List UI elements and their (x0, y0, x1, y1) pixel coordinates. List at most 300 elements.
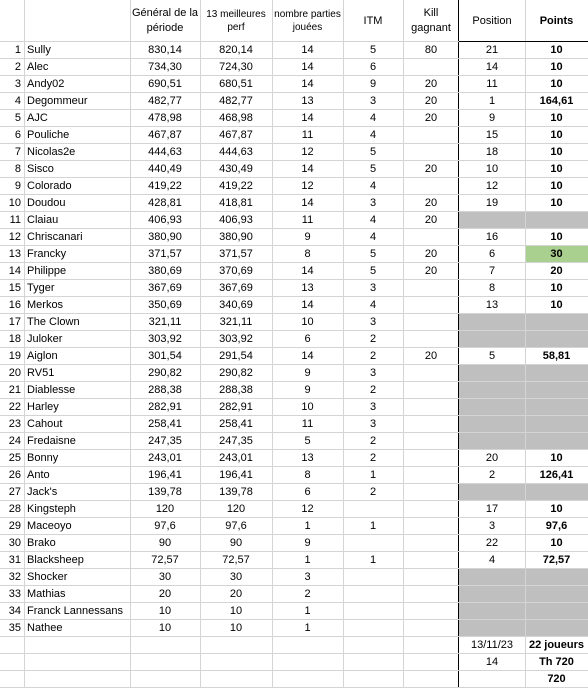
itm-count: 1 (369, 469, 377, 481)
best13-score: 467,87 (219, 129, 253, 141)
general-score: 72,57 (151, 554, 179, 566)
games-played: 6 (304, 333, 311, 345)
games-played: 1 (304, 622, 311, 634)
best13-score: 371,57 (219, 248, 253, 260)
general-score: 380,90 (148, 231, 182, 243)
best13-score: 406,93 (219, 214, 253, 226)
games-played: 1 (304, 554, 311, 566)
points-value: 10 (550, 231, 563, 243)
games-played: 13 (301, 95, 314, 107)
header-itm: ITM (363, 14, 383, 27)
rank-number: 27 (8, 486, 21, 498)
player-name: Colorado (27, 180, 72, 192)
points-value (525, 586, 588, 603)
itm-count: 3 (369, 197, 377, 209)
finish-position: 3 (488, 520, 496, 532)
itm-count: 4 (369, 214, 377, 226)
best13-score: 258,41 (219, 418, 253, 430)
player-name: Jack's (27, 486, 58, 498)
best13-score: 290,82 (219, 367, 253, 379)
games-played: 12 (301, 146, 314, 158)
best13-score: 418,81 (219, 197, 253, 209)
rank-number: 26 (8, 469, 21, 481)
best13-score: 10 (229, 622, 243, 634)
player-name: Degommeur (27, 95, 88, 107)
finish-position (459, 399, 525, 416)
rank-number: 24 (8, 435, 21, 447)
kill-bonus (403, 127, 459, 144)
finish-position: 1 (488, 95, 496, 107)
rank-number: 31 (8, 554, 21, 566)
best13-score: 724,30 (219, 61, 253, 73)
games-played: 13 (301, 452, 314, 464)
points-value (525, 212, 588, 229)
itm-count: 3 (369, 401, 377, 413)
itm-count (343, 535, 403, 552)
itm-count: 2 (369, 333, 377, 345)
itm-count: 4 (369, 112, 377, 124)
points-value: 10 (550, 146, 563, 158)
general-score: 258,41 (148, 418, 182, 430)
itm-count: 9 (369, 78, 377, 90)
general-score: 10 (158, 605, 172, 617)
best13-score: 72,57 (222, 554, 250, 566)
player-name: Chriscanari (27, 231, 83, 243)
player-name: Doudou (27, 197, 66, 209)
general-score: 30 (158, 571, 172, 583)
best13-score: 820,14 (219, 44, 253, 56)
finish-position: 10 (485, 163, 499, 175)
itm-count (343, 620, 403, 637)
general-score: 367,69 (148, 282, 182, 294)
kill-bonus: 20 (424, 78, 438, 90)
finish-position: 15 (485, 129, 499, 141)
finish-position (459, 382, 525, 399)
kill-bonus: 80 (424, 44, 438, 56)
player-name: Pouliche (27, 129, 70, 141)
games-played: 14 (301, 112, 314, 124)
games-played: 9 (304, 384, 311, 396)
kill-bonus (403, 620, 459, 637)
best13-score: 367,69 (219, 282, 253, 294)
games-played: 14 (301, 44, 314, 56)
games-played: 12 (301, 503, 314, 515)
points-value (525, 365, 588, 382)
kill-bonus (403, 331, 459, 348)
general-score: 196,41 (148, 469, 182, 481)
rank-number: 19 (8, 350, 21, 362)
kill-bonus (403, 569, 459, 586)
kill-bonus (403, 297, 459, 314)
games-played: 11 (301, 418, 314, 430)
itm-count: 3 (369, 282, 377, 294)
player-name: Andy02 (27, 78, 65, 90)
best13-score: 291,54 (219, 350, 253, 362)
rank-number: 8 (14, 163, 21, 175)
points-value: 10 (550, 112, 563, 124)
points-value: 10 (550, 537, 563, 549)
general-score: 444,63 (148, 146, 182, 158)
itm-count: 4 (369, 299, 377, 311)
finish-position: 16 (485, 231, 499, 243)
player-name: Alec (27, 61, 49, 73)
points-value: 10 (550, 299, 563, 311)
finish-position: 14 (485, 61, 499, 73)
best13-score: 303,92 (219, 333, 253, 345)
games-played: 1 (304, 605, 311, 617)
points-value: 10 (550, 503, 563, 515)
rank-number: 2 (14, 61, 21, 73)
itm-count: 6 (369, 61, 377, 73)
kill-bonus (403, 484, 459, 501)
finish-position (459, 365, 525, 382)
best13-score: 243,01 (219, 452, 253, 464)
rank-number: 12 (8, 231, 21, 243)
general-score: 428,81 (148, 197, 182, 209)
rank-number: 29 (8, 520, 21, 532)
theoretical-total: Th 720 (539, 656, 574, 668)
games-played: 3 (304, 571, 311, 583)
points-value: 30 (550, 248, 563, 260)
best13-score: 288,38 (219, 384, 253, 396)
points-value: 10 (550, 282, 563, 294)
points-value: 20 (550, 265, 563, 277)
kill-bonus (403, 229, 459, 246)
rank-number: 6 (14, 129, 21, 141)
player-name: Franck Lannessans (27, 605, 123, 617)
itm-count: 5 (369, 44, 377, 56)
player-name: Sully (27, 44, 51, 56)
games-played: 14 (301, 163, 314, 175)
rank-number: 34 (8, 605, 21, 617)
rank-number: 28 (8, 503, 21, 515)
points-value: 126,41 (539, 469, 574, 481)
finish-position (459, 212, 525, 229)
finish-position: 17 (485, 503, 499, 515)
rank-number: 1 (14, 44, 21, 56)
points-value (525, 382, 588, 399)
kill-bonus (403, 365, 459, 382)
general-score: 371,57 (148, 248, 182, 260)
best13-score: 468,98 (219, 112, 253, 124)
kill-bonus: 20 (424, 265, 438, 277)
player-name: Maceoyo (27, 520, 72, 532)
general-score: 467,87 (148, 129, 182, 141)
finish-position: 18 (485, 146, 499, 158)
general-score: 321,11 (148, 316, 182, 328)
finish-position: 22 (485, 537, 499, 549)
rank-number: 10 (8, 197, 21, 209)
points-value: 10 (550, 452, 563, 464)
best13-score: 370,69 (219, 265, 253, 277)
best13-score: 444,63 (219, 146, 253, 158)
itm-count: 5 (369, 265, 377, 277)
general-score: 290,82 (148, 367, 182, 379)
best13-score: 482,77 (219, 95, 253, 107)
itm-count: 3 (369, 418, 377, 430)
finish-position (459, 314, 525, 331)
player-name: Merkos (27, 299, 64, 311)
kill-bonus (403, 586, 459, 603)
games-played: 11 (301, 129, 314, 141)
player-name: Tyger (27, 282, 55, 294)
rank-number: 4 (14, 95, 21, 107)
best13-score: 419,22 (219, 180, 253, 192)
itm-count: 3 (369, 367, 377, 379)
games-played: 14 (301, 265, 314, 277)
player-name: Diablesse (27, 384, 76, 396)
games-played: 12 (301, 180, 314, 192)
session-date: 13/11/23 (470, 639, 513, 651)
finish-position (459, 484, 525, 501)
itm-count: 2 (369, 452, 377, 464)
rank-number: 32 (8, 571, 21, 583)
itm-count: 2 (369, 350, 377, 362)
rank-number: 20 (8, 367, 21, 379)
kill-bonus (403, 416, 459, 433)
points-value: 10 (550, 44, 563, 56)
rank-number: 3 (14, 78, 21, 90)
points-value (525, 314, 588, 331)
player-name: Bonny (27, 452, 59, 464)
points-value (525, 569, 588, 586)
rank-number: 25 (8, 452, 21, 464)
kill-bonus: 20 (424, 248, 438, 260)
best13-score: 282,91 (219, 401, 253, 413)
kill-bonus: 20 (424, 197, 438, 209)
games-played: 6 (304, 486, 311, 498)
rank-number: 14 (8, 265, 21, 277)
header-played: nombre parties jouées (274, 9, 341, 33)
games-played: 14 (301, 350, 314, 362)
kill-bonus: 20 (424, 350, 438, 362)
points-value: 97,6 (545, 520, 568, 532)
kill-bonus (403, 144, 459, 161)
rank-number: 17 (8, 316, 21, 328)
header-best13: 13 meilleures perf (206, 9, 266, 33)
header-kill: Kill gagnant (411, 7, 451, 34)
finish-position: 8 (488, 282, 496, 294)
games-played: 9 (304, 231, 311, 243)
general-score: 288,38 (148, 384, 182, 396)
points-value: 58,81 (542, 350, 571, 362)
player-name: Nicolas2e (27, 146, 76, 158)
points-value (525, 416, 588, 433)
itm-count: 3 (369, 95, 377, 107)
points-value: 10 (550, 163, 563, 175)
general-score: 90 (158, 537, 172, 549)
player-name: Mathias (27, 588, 66, 600)
rank-number: 35 (8, 622, 21, 634)
general-score: 690,51 (148, 78, 182, 90)
general-score: 97,6 (154, 520, 176, 532)
points-value: 10 (550, 61, 563, 73)
rank-number: 11 (9, 214, 21, 226)
finish-position: 21 (485, 44, 499, 56)
games-played: 8 (304, 248, 311, 260)
general-score: 830,14 (148, 44, 182, 56)
finish-position (459, 603, 525, 620)
games-played: 14 (301, 61, 314, 73)
general-score: 482,77 (148, 95, 182, 107)
games-played: 1 (304, 520, 311, 532)
kill-bonus (403, 450, 459, 467)
points-value (525, 331, 588, 348)
games-played: 2 (304, 588, 311, 600)
header-position: Position (472, 14, 512, 27)
finish-position: 13 (485, 299, 499, 311)
points-value: 72,57 (542, 554, 571, 566)
points-value: 10 (550, 78, 563, 90)
itm-count: 2 (369, 486, 377, 498)
player-name: The Clown (27, 316, 80, 328)
points-value: 10 (550, 197, 563, 209)
general-score: 406,93 (148, 214, 182, 226)
finish-position: 7 (488, 265, 496, 277)
points-value: 10 (550, 180, 563, 192)
best13-score: 20 (229, 588, 243, 600)
kill-bonus (403, 433, 459, 450)
rank-number: 13 (8, 248, 21, 260)
kill-bonus (403, 280, 459, 297)
points-value (525, 399, 588, 416)
player-name: Shocker (27, 571, 68, 583)
player-name: Cahout (27, 418, 63, 430)
itm-count: 3 (369, 316, 377, 328)
finish-position: 12 (485, 180, 499, 192)
general-score: 301,54 (148, 350, 182, 362)
finish-position (459, 433, 525, 450)
kill-bonus (403, 501, 459, 518)
itm-count: 2 (369, 435, 377, 447)
kill-bonus (403, 603, 459, 620)
general-score: 303,92 (148, 333, 182, 345)
finish-position (459, 569, 525, 586)
general-score: 120 (155, 503, 175, 515)
best13-score: 139,78 (219, 486, 253, 498)
itm-count (343, 603, 403, 620)
best13-score: 90 (229, 537, 243, 549)
player-name: RV51 (27, 367, 55, 379)
finish-position: 6 (488, 248, 496, 260)
games-played: 10 (301, 316, 314, 328)
rank-number: 15 (8, 282, 21, 294)
itm-count: 4 (369, 180, 377, 192)
finish-position: 20 (485, 452, 499, 464)
rank-number: 30 (8, 537, 21, 549)
kill-bonus: 20 (424, 214, 438, 226)
general-score: 10 (158, 622, 172, 634)
games-played: 10 (301, 401, 314, 413)
kill-bonus (403, 382, 459, 399)
player-count: 22 joueurs (528, 639, 585, 651)
games-played: 14 (301, 299, 314, 311)
best13-score: 321,11 (219, 316, 253, 328)
itm-count: 1 (369, 520, 377, 532)
itm-count: 4 (369, 129, 377, 141)
kill-bonus (403, 399, 459, 416)
best13-score: 196,41 (219, 469, 253, 481)
kill-bonus: 20 (424, 112, 438, 124)
finish-position: 2 (488, 469, 496, 481)
itm-count (343, 586, 403, 603)
best13-score: 430,49 (219, 163, 253, 175)
itm-count (343, 501, 403, 518)
finish-position: 5 (488, 350, 496, 362)
rank-number: 33 (8, 588, 21, 600)
games-played: 9 (304, 537, 311, 549)
player-name: Nathee (27, 622, 63, 634)
itm-count: 5 (369, 163, 377, 175)
player-name: Claiau (27, 214, 59, 226)
kill-bonus: 20 (424, 163, 438, 175)
kill-bonus (403, 518, 459, 535)
kill-bonus (403, 552, 459, 569)
points-value: 10 (550, 129, 563, 141)
kill-bonus (403, 178, 459, 195)
general-score: 380,69 (148, 265, 182, 277)
games-played: 14 (301, 78, 314, 90)
best13-score: 340,69 (219, 299, 253, 311)
general-score: 478,98 (148, 112, 182, 124)
itm-count: 2 (369, 384, 377, 396)
points-value (525, 484, 588, 501)
games-played: 8 (304, 469, 311, 481)
player-name: Fredaisne (27, 435, 76, 447)
header-points: Points (539, 14, 574, 27)
best13-score: 380,90 (219, 231, 253, 243)
best13-score: 30 (229, 571, 243, 583)
finish-position: 4 (488, 554, 496, 566)
kill-bonus (403, 314, 459, 331)
itm-count: 4 (369, 231, 377, 243)
points-value (525, 433, 588, 450)
rank-number: 16 (8, 299, 21, 311)
player-name: Juloker (27, 333, 63, 345)
best13-score: 10 (229, 605, 243, 617)
points-value: 164,61 (539, 95, 574, 107)
finish-position (459, 331, 525, 348)
general-score: 20 (158, 588, 172, 600)
points-total: 720 (547, 673, 566, 685)
itm-count: 5 (369, 146, 377, 158)
general-score: 282,91 (148, 401, 182, 413)
player-name: Francky (27, 248, 67, 260)
general-score: 734,30 (148, 61, 182, 73)
player-name: Brako (27, 537, 56, 549)
finish-position: 19 (485, 197, 499, 209)
rank-number: 22 (8, 401, 21, 413)
games-played: 11 (301, 214, 314, 226)
points-value (525, 620, 588, 637)
best13-score: 680,51 (219, 78, 253, 90)
itm-count: 1 (369, 554, 377, 566)
general-score: 139,78 (148, 486, 182, 498)
general-score: 440,49 (148, 163, 182, 175)
player-name: AJC (27, 112, 48, 124)
itm-count: 5 (369, 248, 377, 260)
player-name: Aiglon (27, 350, 58, 362)
finish-position: 11 (486, 78, 498, 90)
rank-number: 9 (14, 180, 21, 192)
finish-position (459, 620, 525, 637)
itm-count (343, 569, 403, 586)
best13-score: 97,6 (225, 520, 247, 532)
finish-position (459, 586, 525, 603)
finish-position (459, 416, 525, 433)
games-played: 13 (301, 282, 314, 294)
kill-bonus: 20 (424, 95, 438, 107)
